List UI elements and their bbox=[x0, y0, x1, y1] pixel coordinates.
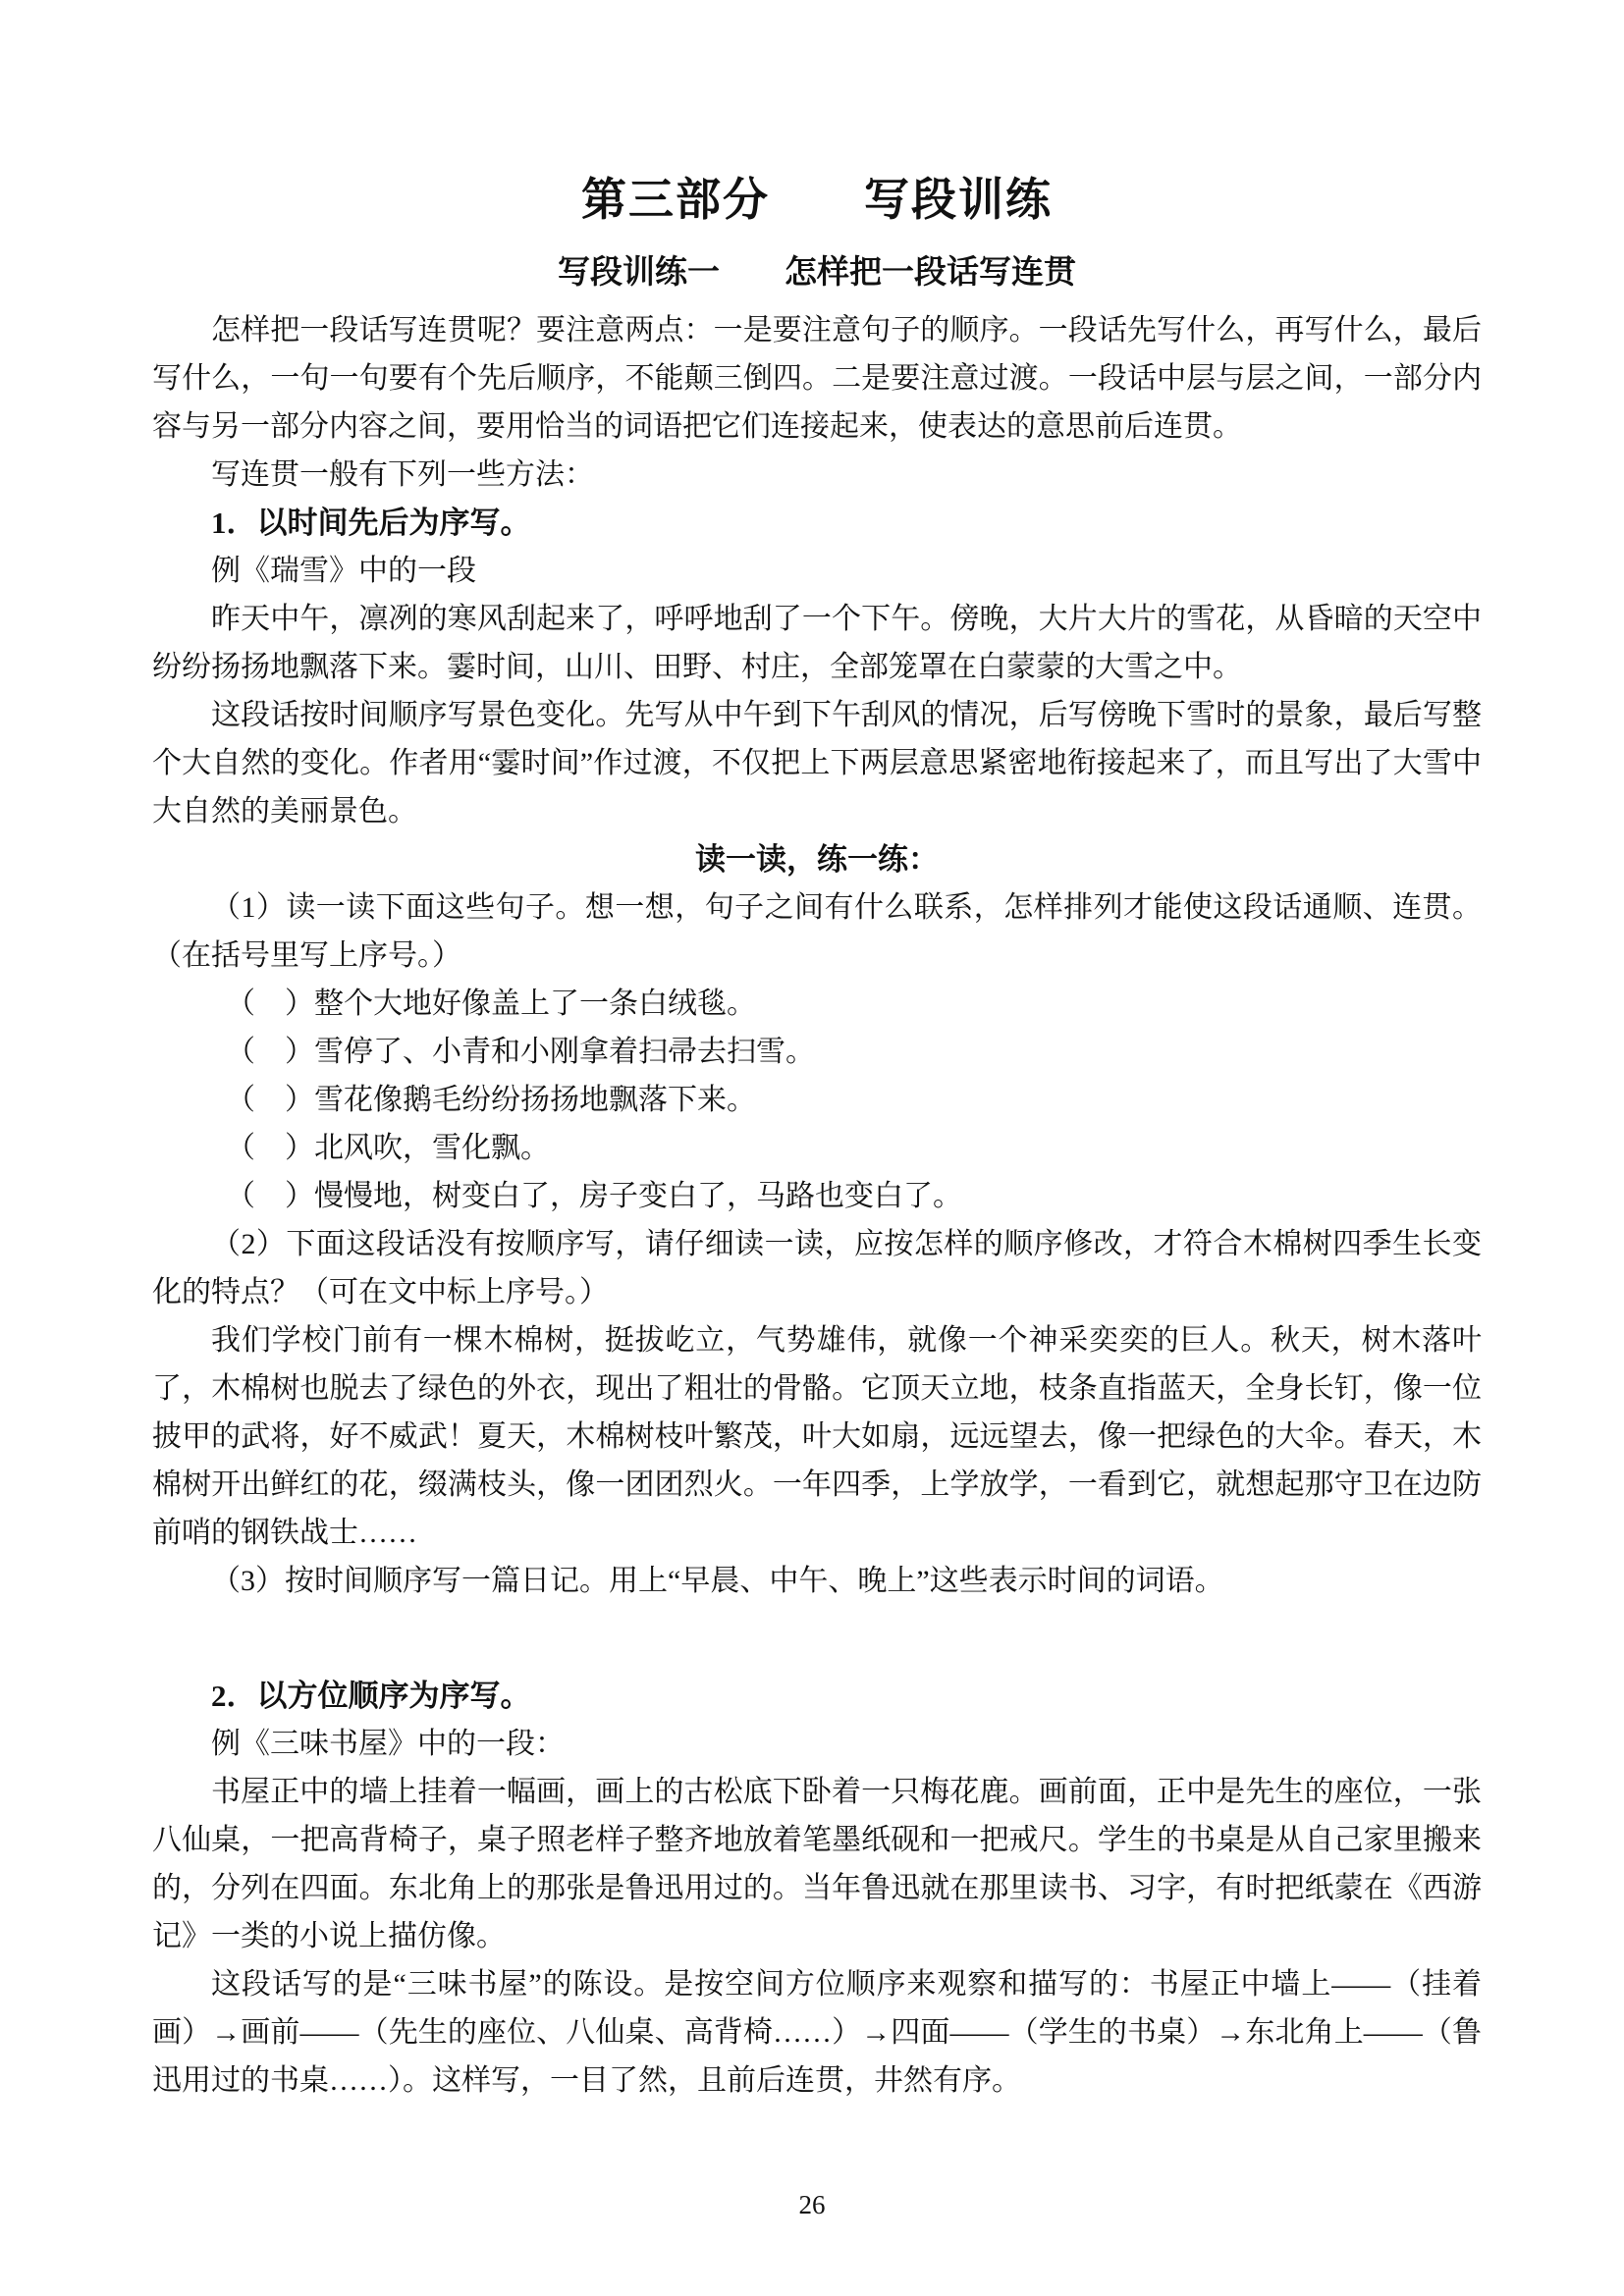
section-2-example-intro: 例《三味书屋》中的一段： bbox=[211, 1728, 565, 1760]
section-1-example-intro: 例《瑞雪》中的一段 bbox=[211, 555, 476, 587]
section-2-heading: 2．以方位顺序为序写。 bbox=[211, 1679, 531, 1713]
exercise-2-passage: 我们学校门前有一棵木棉树，挺拔屹立，气势雄伟，就像一个神采奕奕的巨人。秋天，树木落叶了，木棉树也脱去了绿色的外衣，现出了粗壮的骨骼。它顶天立地，枝条直指蓝天，全身长钉，像一位披甲的武将，好不威武！夏天，木棉树枝叶繁茂，叶大如扇，远远望去，像一把绿色的大伞。春天，木棉树开出鲜红的花，缀满枝头，像一团团烈火。一年四季，上学放学，一看到它，就想起那守卫在边防前哨的钢铁战士…… bbox=[152, 1324, 1482, 1549]
part-title: 第三部分 写段训练 bbox=[581, 175, 1053, 225]
section-2-example-text: 书屋正中的墙上挂着一幅画，画上的古松底下卧着一只梅花鹿。画前面，正中是先生的座位，一张八仙桌，一把高背椅子，桌子照老样子整齐地放着笔墨纸砚和一把戒尺。学生的书桌是从自己家里搬来的，分列在四面。东北角上的那张是鲁迅用过的。当年鲁迅就在那里读书、习字，有时把纸蒙在《西游记》一类的小说上描仿像。 bbox=[152, 1776, 1482, 1952]
sequencing-item-2: （ ）雪停了、小青和小刚拿着扫帚去扫雪。 bbox=[226, 1036, 815, 1068]
page-number: 26 bbox=[798, 2190, 826, 2219]
section-1-example-text: 昨天中午，凛冽的寒风刮起来了，呼呼地刮了一个下午。傍晚，大片大片的雪花，从昏暗的天空中纷纷扬扬地飘落下来。霎时间，山川、田野、村庄，全部笼罩在白蒙蒙的大雪之中。 bbox=[152, 603, 1482, 683]
section-2-analysis: 这段话写的是“三味书屋”的陈设。是按空间方位顺序来观察和描写的：书屋正中墙上——（挂着画）→画前——（先生的座位、八仙桌、高背椅……）→四面——（学生的书桌）→东北角上——（鲁迅用过的书桌……）。这样写，一目了然，且前后连贯，井然有序。 bbox=[152, 1968, 1482, 2097]
intro-paragraph: 怎样把一段话写连贯呢？要注意两点：一是要注意句子的顺序。一段话先写什么，再写什么，最后写什么，一句一句要有个先后顺序，不能颠三倒四。二是要注意过渡。一段话中层与层之间，一部分内容与另一部分内容之间，要用恰当的词语把它们连接起来，使表达的意思前后连贯。 bbox=[152, 314, 1482, 443]
exercise-3-prompt: （3）按时间顺序写一篇日记。用上“早晨、中午、晚上”这些表示时间的词语。 bbox=[211, 1565, 1224, 1597]
exercise-2-prompt: （2）下面这段话没有按顺序写，请仔细读一读，应按怎样的顺序修改，才符合木棉树四季生长变化的特点？（可在文中标上序号。） bbox=[152, 1228, 1482, 1308]
sequencing-item-1: （ ）整个大地好像盖上了一条白绒毯。 bbox=[226, 988, 756, 1020]
sequencing-item-4: （ ）北风吹，雪化飘。 bbox=[226, 1132, 550, 1164]
sequencing-item-3: （ ）雪花像鹅毛纷纷扬扬地飘落下来。 bbox=[226, 1084, 756, 1116]
sequencing-item-5: （ ）慢慢地，树变白了，房子变白了，马路也变白了。 bbox=[226, 1180, 962, 1212]
section-1-analysis: 这段话按时间顺序写景色变化。先写从中午到下午刮风的情况，后写傍晚下雪时的景象，最后写整个大自然的变化。作者用“霎时间”作过渡，不仅把上下两层意思紧密地衔接起来了，而且写出了大雪中大自然的美丽景色。 bbox=[152, 699, 1482, 828]
practice-heading: 读一读，练一练： bbox=[695, 842, 939, 877]
methods-lead-in: 写连贯一般有下列一些方法： bbox=[211, 458, 594, 491]
lesson-title: 写段训练一 怎样把一段话写连贯 bbox=[558, 255, 1076, 291]
exercise-1-prompt: （1）读一读下面这些句子。想一想，句子之间有什么联系，怎样排列才能使这段话通顺、连贯。（在括号里写上序号。） bbox=[152, 891, 1482, 972]
section-1-heading: 1．以时间先后为序写。 bbox=[211, 506, 531, 540]
